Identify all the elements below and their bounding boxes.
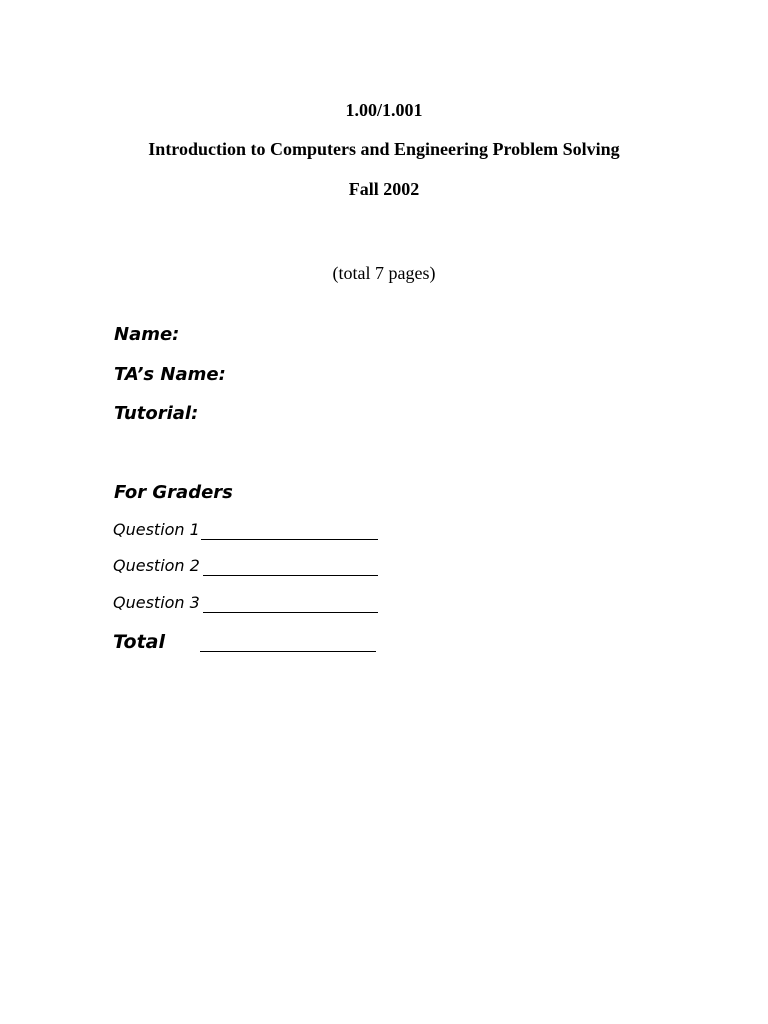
total-label: Total: [113, 631, 165, 653]
course-number: 1.00/1.001: [345, 100, 423, 120]
course-title: Introduction to Computers and Engineering Problem Solving: [148, 139, 620, 159]
tutorial-label: Tutorial:: [114, 403, 199, 424]
name-label: Name:: [114, 324, 180, 345]
question-2-score-blank: [203, 575, 378, 576]
question-3-label: Question 3: [113, 593, 200, 612]
question-3-score-blank: [203, 612, 378, 613]
question-2-label: Question 2: [113, 556, 200, 575]
question-1-score-blank: [201, 539, 378, 540]
page-count: (total 7 pages): [332, 263, 436, 283]
ta-name-label: TA’s Name:: [114, 364, 226, 385]
term: Fall 2002: [348, 179, 420, 199]
question-1-label: Question 1: [113, 520, 200, 539]
total-score-blank: [200, 651, 376, 652]
graders-heading: For Graders: [114, 482, 233, 503]
